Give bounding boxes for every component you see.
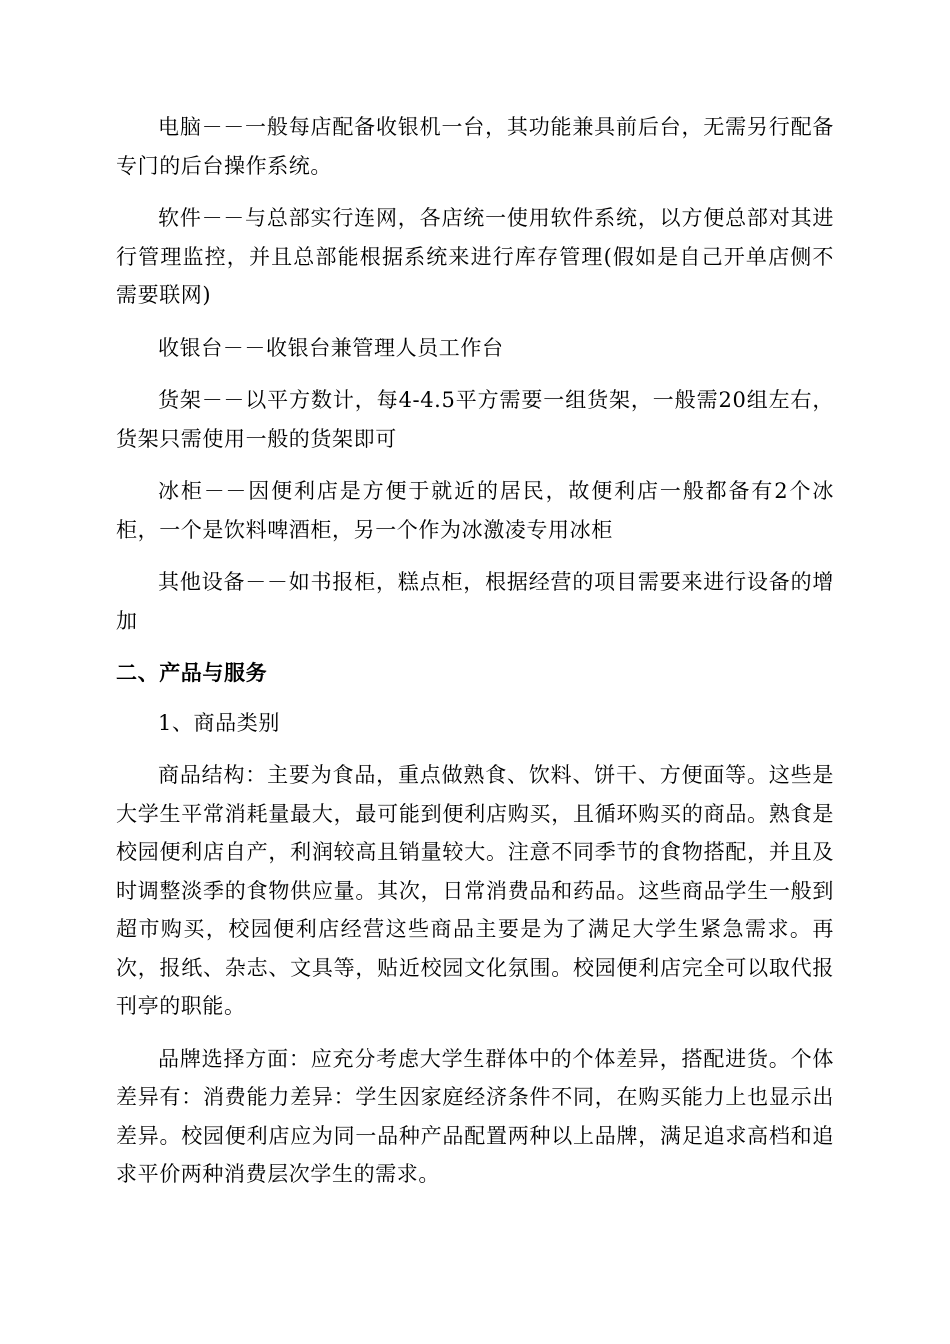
paragraph-product-structure: 商品结构：主要为食品，重点做熟食、饮料、饼干、方便面等。这些是大学生平常消耗量最大，最可能到便利店购买，且循环购买的商品。熟食是校园便利店自产，利润较高且销量较大。注意不同季节的食物搭配，并且及时调整淡季的食物供应量。其次，日常消费品和药品。这些商品学生一般到超市购买，校园便利店经营这些商品主要是为了满足大学生紧急需求。再次，报纸、杂志、文具等，贴近校园文化氛围。校园便利店完全可以取代报刊亭的职能。 bbox=[116, 763, 834, 1018]
subsection-heading: 1、商品类别 bbox=[158, 711, 280, 735]
paragraph-software: 软件－－与总部实行连网，各店统一使用软件系统，以方便总部对其进行管理监控，并且总部能根据系统来进行库存管理(假如是自己开单店侧不需要联网) bbox=[116, 206, 834, 307]
section-heading: 二、产品与服务 bbox=[116, 661, 268, 685]
paragraph-brand-selection: 品牌选择方面：应充分考虑大学生群体中的个体差异，搭配进货。个体差异有：消费能力差异：学生因家庭经济条件不同，在购买能力上也显示出差异。校园便利店应为同一品种产品配置两种以上品牌，满足追求高档和追求平价两种消费层次学生的需求。 bbox=[116, 1046, 834, 1186]
paragraph-computer: 电脑－－一般每店配备收银机一台，其功能兼具前后台，无需另行配备专门的后台操作系统。 bbox=[116, 115, 834, 178]
paragraph-shelves: 货架－－以平方数计，每4-4.5平方需要一组货架，一般需20组左右，货架只需使用一般的货架即可 bbox=[116, 388, 834, 451]
paragraph-other-equipment: 其他设备－－如书报柜，糕点柜，根据经营的项目需要来进行设备的增加 bbox=[116, 570, 834, 633]
document-body bbox=[116, 108, 834, 1208]
paragraph-cashier-desk: 收银台－－收银台兼管理人员工作台 bbox=[158, 335, 504, 360]
paragraph-freezer: 冰柜－－因便利店是方便于就近的居民，故便利店一般都备有2个冰柜，一个是饮料啤酒柜，另一个作为冰激凌专用冰柜 bbox=[116, 479, 834, 542]
